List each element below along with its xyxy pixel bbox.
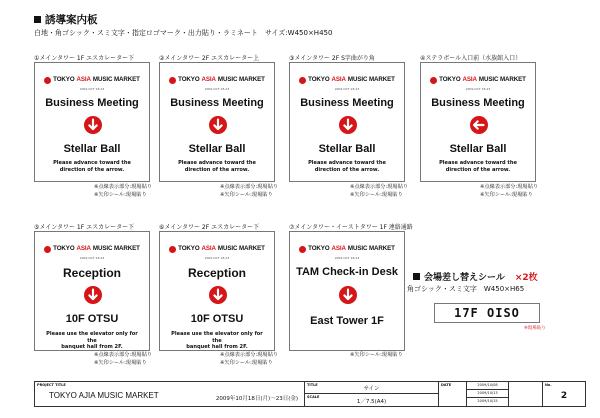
drawing-scale: 1／7.5(A4) [356,399,387,405]
tam-logo: TOKYO ASIA MUSIC MARKET 2009 OCT 18-23 [290,71,404,91]
tam-logo: TOKYO ASIA MUSIC MARKET 2009 OCT 18-23 [35,240,149,260]
sheet-number-cell: No. 2 [543,382,585,406]
arrow-left-icon [470,116,488,134]
sign-heading: Reception [187,266,246,280]
logo-mark-icon [169,246,176,253]
logo-mark-icon [299,246,306,253]
blank-cell [509,382,543,406]
sign-destination: 10F OTSU [190,313,244,325]
sign-destination: 10F OTSU [65,313,119,325]
sign-message: Please advance toward the direction of the arrow. [178,160,256,173]
sign-caption: ⑦メインタワー・イーストタワー 1F 連絡通路 [289,224,413,231]
project-period: 2009年10月18日(月)〜23日(金) [215,396,298,402]
swap-seal-box: 17F OISO [434,303,540,323]
sign-panel [34,231,150,351]
sign-heading: TAM Check-in Desk [296,266,398,278]
sign-notes: ※点線表示部分:現場貼り ※矢印シール:現場貼り [94,352,152,366]
sign-panel [420,62,536,182]
sign-notes: ※点線表示部分:現場貼り ※矢印シール:現場貼り [220,184,278,198]
sign-panel [289,62,405,182]
logo-mark-icon [430,77,437,84]
sign-caption: ④ステラボール入口前（水族館入口） [420,55,522,62]
arrow-down-icon [84,116,102,134]
logo-mark-icon [44,77,51,84]
sign-caption: ②メインタワー 2F エスカレーター上 [159,55,260,62]
sign-panel [159,231,275,351]
sign-notes: ※矢印シール:現場貼り [350,352,403,358]
sign-panel [289,231,405,351]
sign-heading: Business Meeting [300,97,394,109]
sign-destination: Stellar Ball [449,143,507,155]
tam-logo: TOKYO ASIA MUSIC MARKET 2009 OCT 18-23 [160,71,274,91]
sign-notes: ※点線表示部分:現場貼り ※矢印シール:現場貼り [94,184,152,198]
project-cell: PROJECT TITLE TOKYO AJIA MUSIC MARKET 2009年10月18日(月)〜23日(金) [35,382,305,406]
sign-notes: ※点線表示部分:現場貼り ※矢印シール:現場貼り [480,184,538,198]
sign-panel [159,62,275,182]
sign-panel [34,62,150,182]
logo-mark-icon [169,77,176,84]
sign-caption: ①メインタワー 1F エスカレーター下 [34,55,135,62]
tam-logo: TOKYO ASIA MUSIC MARKET 2009 OCT 18-23 [421,71,535,91]
sign-heading: Reception [62,266,121,280]
sign-destination: Stellar Ball [318,143,376,155]
sign-notes: ※点線表示部分:現場貼り ※矢印シール:現場貼り [350,184,408,198]
date-list: 2009/10/08 2009/10/13 2009/10/15 [467,382,509,406]
sign-destination: East Tower 1F [310,315,384,327]
sign-destination: Stellar Ball [188,143,246,155]
sign-caption: ③メインタワー 2F S字曲がり角 [289,55,375,62]
logo-mark-icon [299,77,306,84]
arrow-down-icon [209,116,227,134]
arrow-down-icon [339,116,357,134]
page-title-text: 誘導案内板 [45,14,98,26]
sign-notes: ※点線表示部分:現場貼り ※矢印シール:現場貼り [220,352,278,366]
arrow-down-icon [339,286,357,304]
sheet-number: 2 [560,391,568,401]
arrow-down-icon [84,286,102,304]
sign-message: Please use the elevator only for the banquet hall from 2F. [171,331,263,351]
project-title: TOKYO AJIA MUSIC MARKET [49,391,159,400]
sign-heading: Business Meeting [431,97,525,109]
sign-heading: Business Meeting [170,97,264,109]
bullet-square-icon [413,273,420,280]
sign-message: Please advance toward the direction of the arrow. [439,160,517,173]
tam-logo: TOKYO ASIA MUSIC MARKET 2009 OCT 18-23 [160,240,274,260]
swap-seal-spec: 角ゴシック・スミ文字 W450×H65 [407,285,525,293]
drawing-title: サイン [363,386,380,392]
swap-seal-title: 会場差し替えシール ×2枚 [413,270,538,283]
logo-mark-icon [44,246,51,253]
sign-message: Please advance toward the direction of the arrow. [308,160,386,173]
sign-message: Please use the elevator only for the banquet hall from 2F. [46,331,138,351]
sign-caption: ⑤メインタワー 1F エスカレーター下 [34,224,135,231]
tam-logo: TOKYO ASIA MUSIC MARKET 2009 OCT 18-23 [35,71,149,91]
bullet-square-icon [34,16,41,23]
title-scale-cell: TITLE サイン SCALE 1／7.5(A4) [305,382,439,406]
sign-destination: Stellar Ball [63,143,121,155]
sign-message: Please advance toward the direction of the arrow. [53,160,131,173]
swap-seal-note: ※現場貼り [524,326,546,331]
arrow-down-icon [209,286,227,304]
date-label-cell: DATE [439,382,467,406]
spec-text: 白地・角ゴシック・スミ文字・指定ロゴマーク・出力貼り・ラミネート サイズ:W450×H450 [34,29,333,37]
page-title [34,12,98,27]
title-block [34,381,586,407]
sign-caption: ⑥メインタワー 2F エスカレーター下 [159,224,260,231]
tam-logo: TOKYO ASIA MUSIC MARKET 2009 OCT 18-23 [290,240,404,260]
sign-heading: Business Meeting [45,97,139,109]
swap-seal-count: ×2枚 [514,273,538,283]
